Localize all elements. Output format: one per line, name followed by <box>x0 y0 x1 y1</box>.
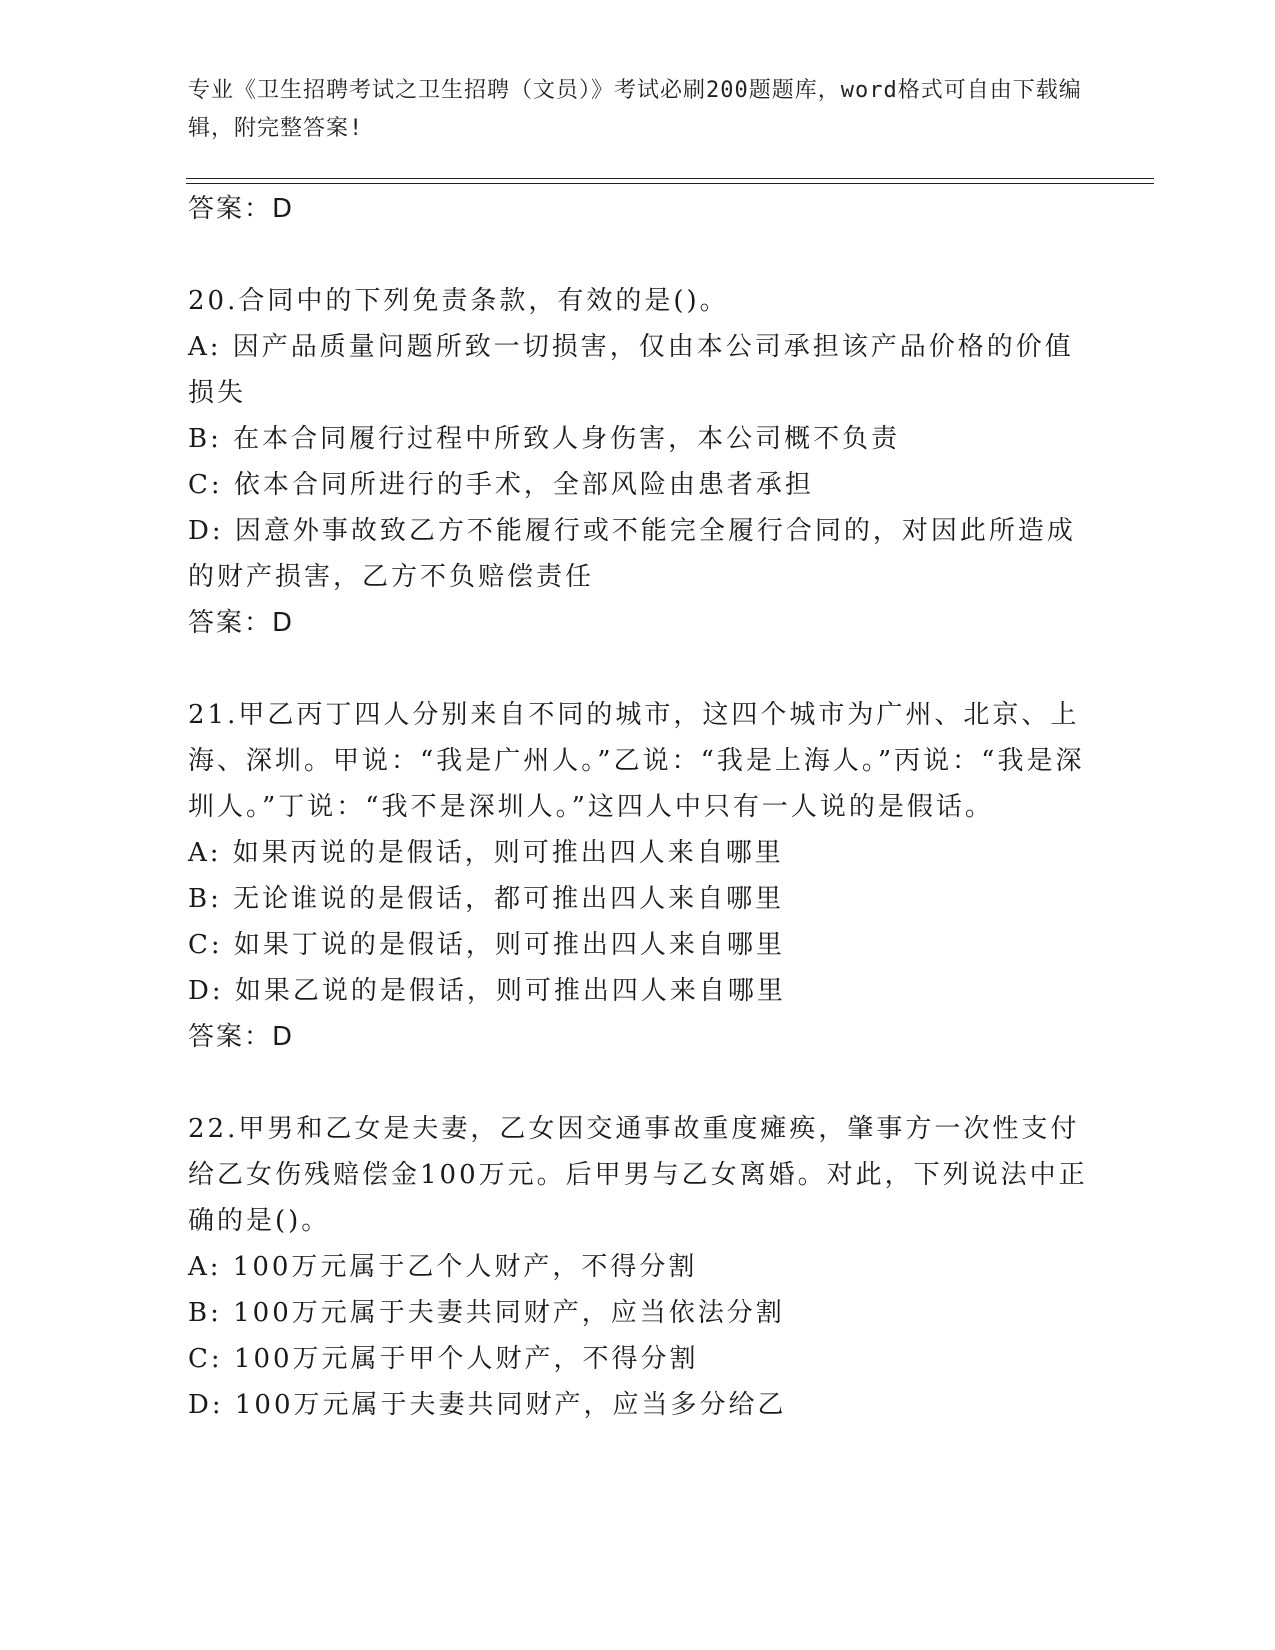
option-d: D: 因意外事故致乙方不能履行或不能完全履行合同的，对因此所造成的财产损害，乙方不负赔偿责任 <box>188 516 1076 592</box>
answer-line: 答案：D <box>188 194 295 224</box>
option-a: A: 如果丙说的是假话，则可推出四人来自哪里 <box>188 838 784 868</box>
option-d: D: 100万元属于夫妻共同财产，应当多分给乙 <box>188 1390 787 1420</box>
option-c: C: 依本合同所进行的手术，全部风险由患者承担 <box>188 470 814 500</box>
document-header: 专业《卫生招聘考试之卫生招聘（文员）》考试必刷200题题库，word格式可自由下载编辑，附完整答案! <box>188 78 1082 141</box>
header-rule-bottom <box>186 183 1154 184</box>
answer-line: 答案：D <box>188 608 295 638</box>
question-text: 20.合同中的下列免责条款，有效的是()。 <box>188 286 729 316</box>
option-b: B: 无论谁说的是假话，都可推出四人来自哪里 <box>188 884 785 914</box>
question-21 <box>188 692 1088 1060</box>
question-20 <box>188 278 1088 646</box>
answer-line: 答案：D <box>188 1022 295 1052</box>
option-a: A: 100万元属于乙个人财产，不得分割 <box>188 1252 698 1282</box>
question-text: 21.甲乙丙丁四人分别来自不同的城市，这四个城市为广州、北京、上海、深圳。甲说：“我是广州人。”乙说：“我是上海人。”丙说：“我是深圳人。”丁说：“我不是深圳人。”这四人中只有一人说的是假话。 <box>188 700 1085 822</box>
option-c: C: 如果丁说的是假话，则可推出四人来自哪里 <box>188 930 785 960</box>
question-22 <box>188 1106 1088 1428</box>
option-b: B: 在本合同履行过程中所致人身伤害，本公司概不负责 <box>188 424 901 454</box>
question-text: 22.甲男和乙女是夫妻，乙女因交通事故重度瘫痪，肇事方一次性支付给乙女伤残赔偿金100万元。后甲男与乙女离婚。对此，下列说法中正确的是()。 <box>188 1114 1088 1236</box>
option-a: A: 因产品质量问题所致一切损害，仅由本公司承担该产品价格的价值损失 <box>188 332 1074 408</box>
header-rule-top <box>186 178 1154 179</box>
option-d: D: 如果乙说的是假话，则可推出四人来自哪里 <box>188 976 786 1006</box>
option-b: B: 100万元属于夫妻共同财产，应当依法分割 <box>188 1298 785 1328</box>
option-c: C: 100万元属于甲个人财产，不得分割 <box>188 1344 699 1374</box>
document-body <box>188 186 1088 1428</box>
